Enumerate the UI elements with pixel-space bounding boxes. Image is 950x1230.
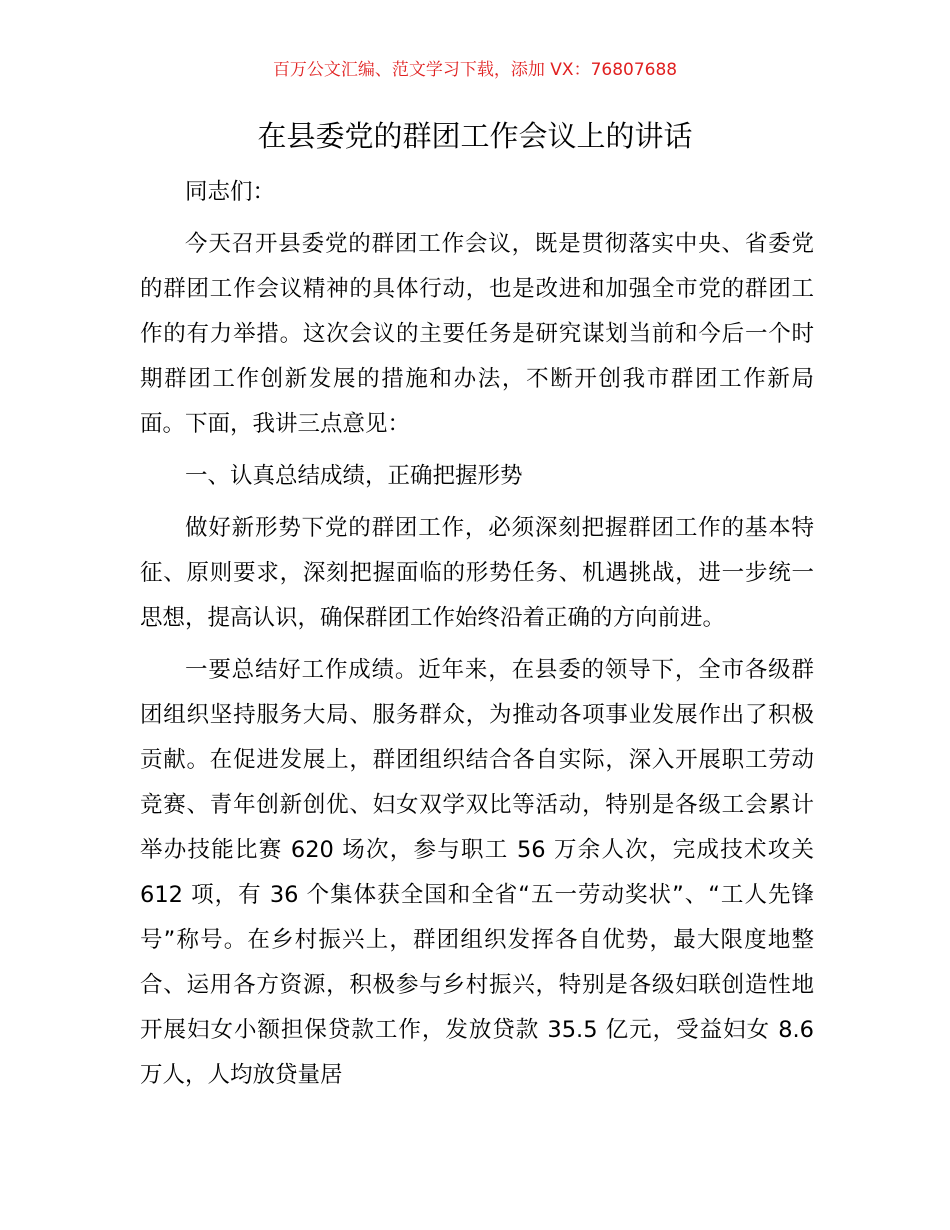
- document-title: 在县委党的群团工作会议上的讲话: [257, 119, 693, 153]
- section-heading-1: 一、认真总结成绩，正确把握形势: [185, 463, 523, 489]
- document-body: [140, 170, 814, 1098]
- watermark-banner: 百万公文汇编、范文学习下载，添加 VX：76807688: [272, 60, 678, 80]
- salutation: 同志们：: [185, 179, 276, 205]
- paragraph-achievements: 一要总结好工作成绩。近年来，在县委的领导下，全市各级群团组织坚持服务大局、服务群众，为推动各项事业发展作出了积极贡献。在促进发展上，群团组织结合各自实际，深入开展职工劳动竞赛、青年创新创优、妇女双学双比等活动，特别是各级工会累计举办技能比赛 620 场次，参与职工 56 万余人次，完成技术攻关 612 项，有 36 个集体获全国和全省“五一劳动奖状”、“工人先锋号”称号。在乡村振兴上，群团组织发挥各自优势，最大限度地整合、运用各方资源，积极参与乡村振兴，特别是各级妇联创造性地开展妇女小额担保贷款工作，发放贷款 35.5 亿元，受益妇女 8.6 万人，人均放贷量居: [140, 657, 814, 1088]
- paragraph-situation: 做好新形势下党的群团工作，必须深刻把握群团工作的基本特征、原则要求，深刻把握面临的形势任务、机遇挑战，进一步统一思想，提高认识，确保群团工作始终沿着正确的方向前进。: [140, 515, 814, 631]
- paragraph-intro: 今天召开县委党的群团工作会议，既是贯彻落实中央、省委党的群团工作会议精神的具体行动，也是改进和加强全市党的群团工作的有力举措。这次会议的主要任务是研究谋划当前和今后一个时期群团工作创新发展的措施和办法，不断开创我市群团工作新局面。下面，我讲三点意见：: [140, 231, 814, 437]
